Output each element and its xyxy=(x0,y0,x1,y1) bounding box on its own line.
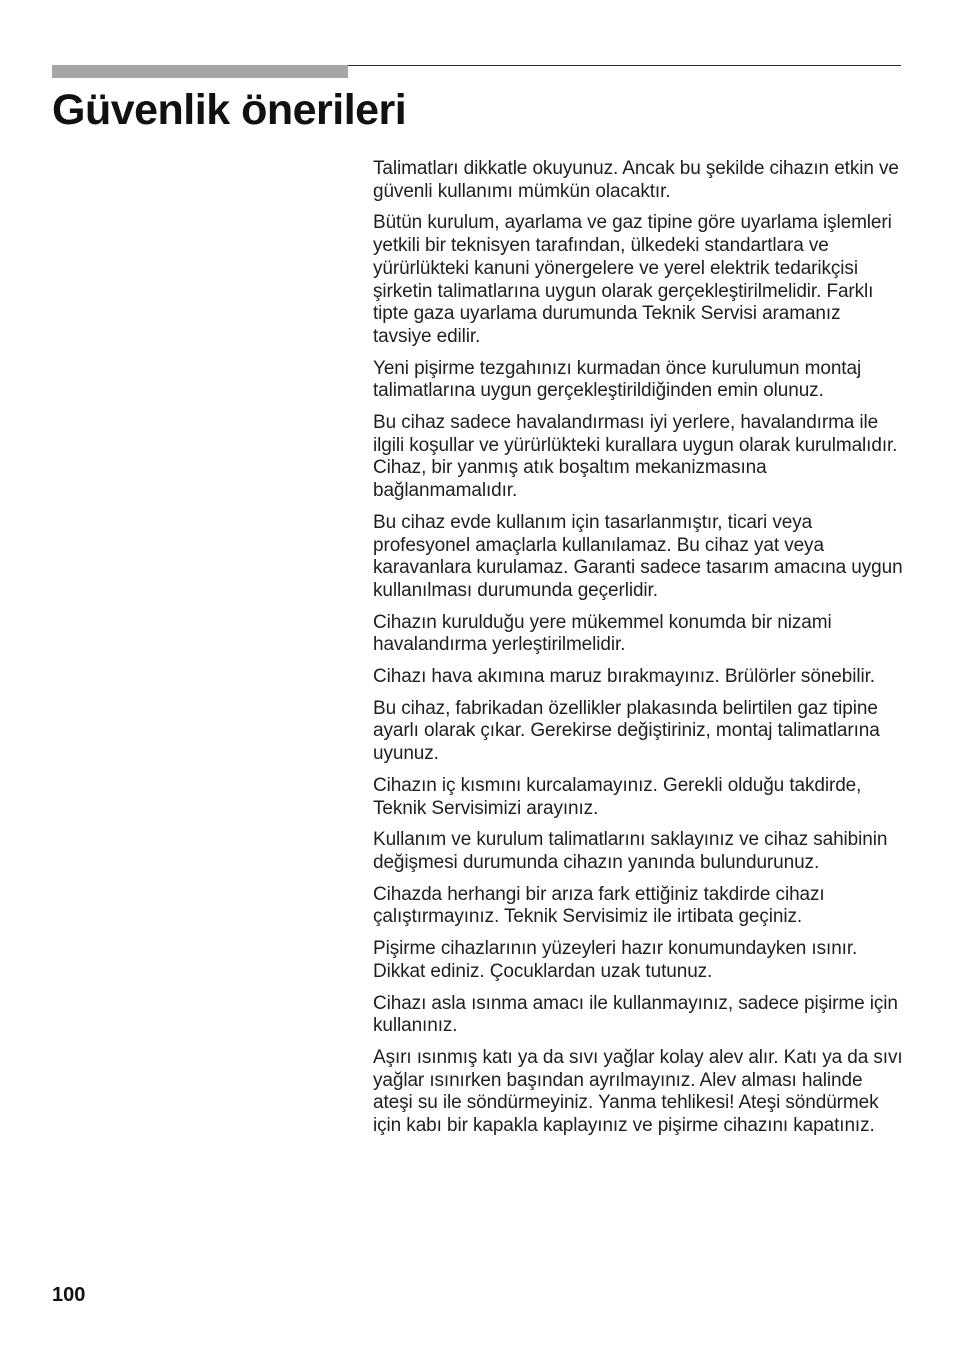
paragraph-do-not-tamper: Cihazın iç kısmını kurcalamayınız. Gerekli olduğu takdirde, Teknik Servisimizi arayınız. xyxy=(373,774,862,819)
paragraph-hot-surfaces: Pişirme cihazlarının yüzeyleri hazır konumundayken ısınır. Dikkat ediniz. Çocuklardan uzak tutunuz. xyxy=(373,938,858,982)
paragraph-gas-type: Bu cihaz, fabrikadan özellikler plakasında belirtilen gaz tipine ayarlı olarak çıkar. Gerekirse değiştiriniz, montaj talimatlarına uyunuz. xyxy=(373,697,880,765)
page-title: Güvenlik önerileri xyxy=(52,86,407,134)
page-number: 100 xyxy=(52,1284,86,1306)
header-accent-bar xyxy=(52,65,348,78)
paragraph-check-installation: Yeni pişirme tezgahınızı kurmadan önce kurulumun montaj talimatlarına uygun gerçekleştirildiğinden emin olunuz. xyxy=(373,357,862,402)
paragraph-read-instructions: Talimatları dikkatle okuyunuz. Ancak bu şekilde cihazın etkin ve güvenli kullanımı mümkün olacaktır. xyxy=(373,158,899,202)
paragraph-ventilation-opening: Cihazın kurulduğu yere mükemmel konumda bir nizami havalandırma yerleştirilmelidir. xyxy=(373,611,832,656)
paragraph-draughts: Cihazı hava akımına maruz bırakmayınız. Brülörler sönebilir. xyxy=(373,666,875,688)
paragraph-installation-technician: Bütün kurulum, ayarlama ve gaz tipine göre uyarlama işlemleri yetkili bir teknisyen tarafından, ülkedeki standartlara ve yürürlükteki kanuni yönergelere ve yerel elektrik tedarikçisi şirketin talimatlarına uygun olarak gerçekleştirilmelidir. Farklı tipte gaza uyarlama durumunda Teknik Servisi aramanız tavsiye edilir. xyxy=(373,212,892,347)
paragraph-keep-instructions: Kullanım ve kurulum talimatlarını saklayınız ve cihaz sahibinin değişmesi durumunda cihazın yanında bulundurunuz. xyxy=(373,829,888,873)
paragraph-fire-hazard: Aşırı ısınmış katı ya da sıvı yağlar kolay alev alır. Katı ya da sıvı yağlar ısınırken başından ayrılmayınız. Alev alması halinde ateşi su ile söndürmeyiniz. Yanma tehlikesi! Ateşi söndürmek için kabı bir kapakla kaplayınız ve pişirme cihazını kapatınız. xyxy=(373,1046,903,1137)
paragraph-domestic-use: Bu cihaz evde kullanım için tasarlanmıştır, ticari veya profesyonel amaçlarla kullanılamaz. Bu cihaz yat veya karavanlara kurulamaz. Garanti sadece tasarım amacına uygun kullanılması durumunda geçerlidir. xyxy=(373,511,903,601)
paragraph-fault: Cihazda herhangi bir arıza fark ettiğiniz takdirde cihazı çalıştırmayınız. Teknik Servisimiz ile irtibata geçiniz. xyxy=(373,883,825,928)
paragraph-ventilation: Bu cihaz sadece havalandırması iyi yerlere, havalandırma ile ilgili koşullar ve yürürlükteki kurallara uygun olarak kurulmalıdır. Cihaz, bir yanmış atık boşaltım mekanizmasına bağlanmamalıdır. xyxy=(373,412,898,502)
safety-instructions xyxy=(373,158,903,1147)
paragraph-no-heating: Cihazı asla ısınma amacı ile kullanmayınız, sadece pişirme için kullanınız. xyxy=(373,992,898,1037)
